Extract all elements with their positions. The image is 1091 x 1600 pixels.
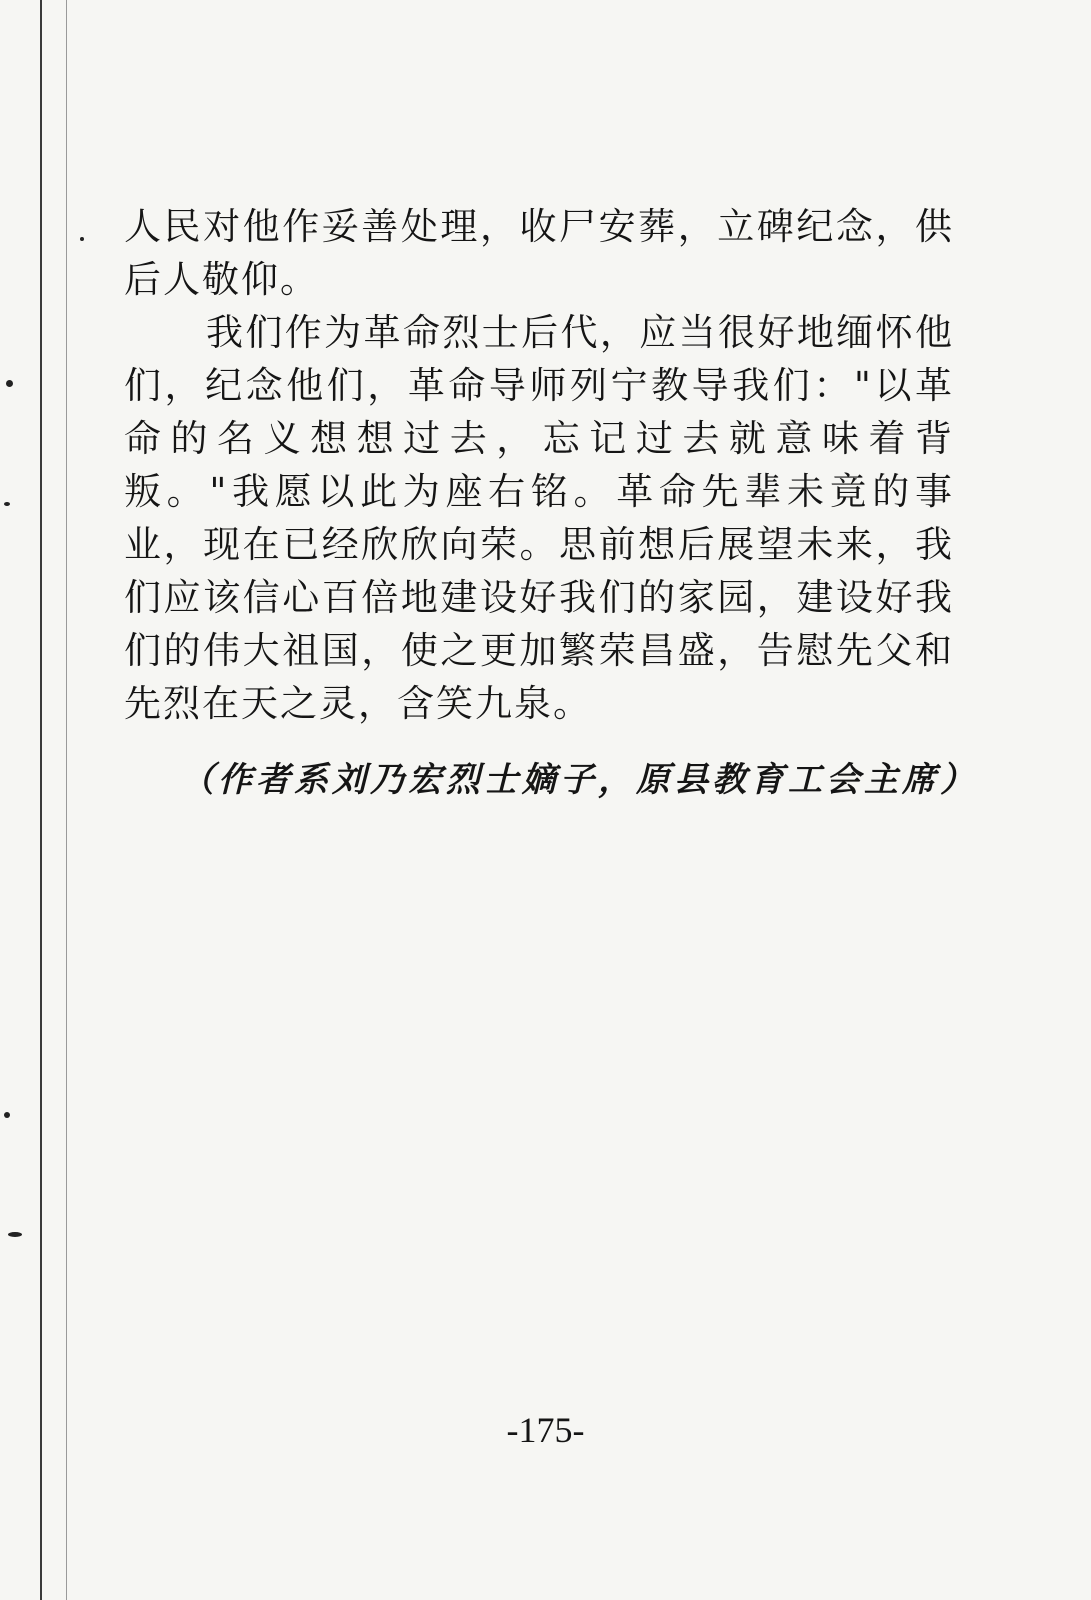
- author-note: （作者系刘乃宏烈士嫡子，原县教育工会主席）: [180, 760, 978, 800]
- body-paragraph: 人民对他作妥善处理，收尸安葬，立碑纪念，供后人敬仰。: [124, 205, 954, 301]
- scan-speck: [6, 380, 13, 387]
- body-paragraph: 我们作为革命烈士后代，应当很好地缅怀他们，纪念他们，革命导师列宁教导我们："以革命的名义想想过去，忘记过去就意味着背叛。"我愿以此为座右铭。革命先辈未竟的事业，现在已经欣欣向荣。思前想后展望未来，我们应该信心百倍地建设好我们的家园，建设好我们的伟大祖国，使之更加繁荣昌盛，告慰先父和先烈在天之灵，含笑九泉。: [124, 311, 954, 725]
- binding-edge-line: [40, 0, 42, 1600]
- scan-speck: [4, 1112, 10, 1118]
- article-body: [124, 200, 954, 730]
- page-margin-line: [66, 0, 67, 1600]
- scan-speck: [8, 1232, 22, 1237]
- scan-speck: [4, 502, 10, 506]
- scan-speck: [80, 237, 84, 241]
- page-number: -175-: [506, 1410, 585, 1450]
